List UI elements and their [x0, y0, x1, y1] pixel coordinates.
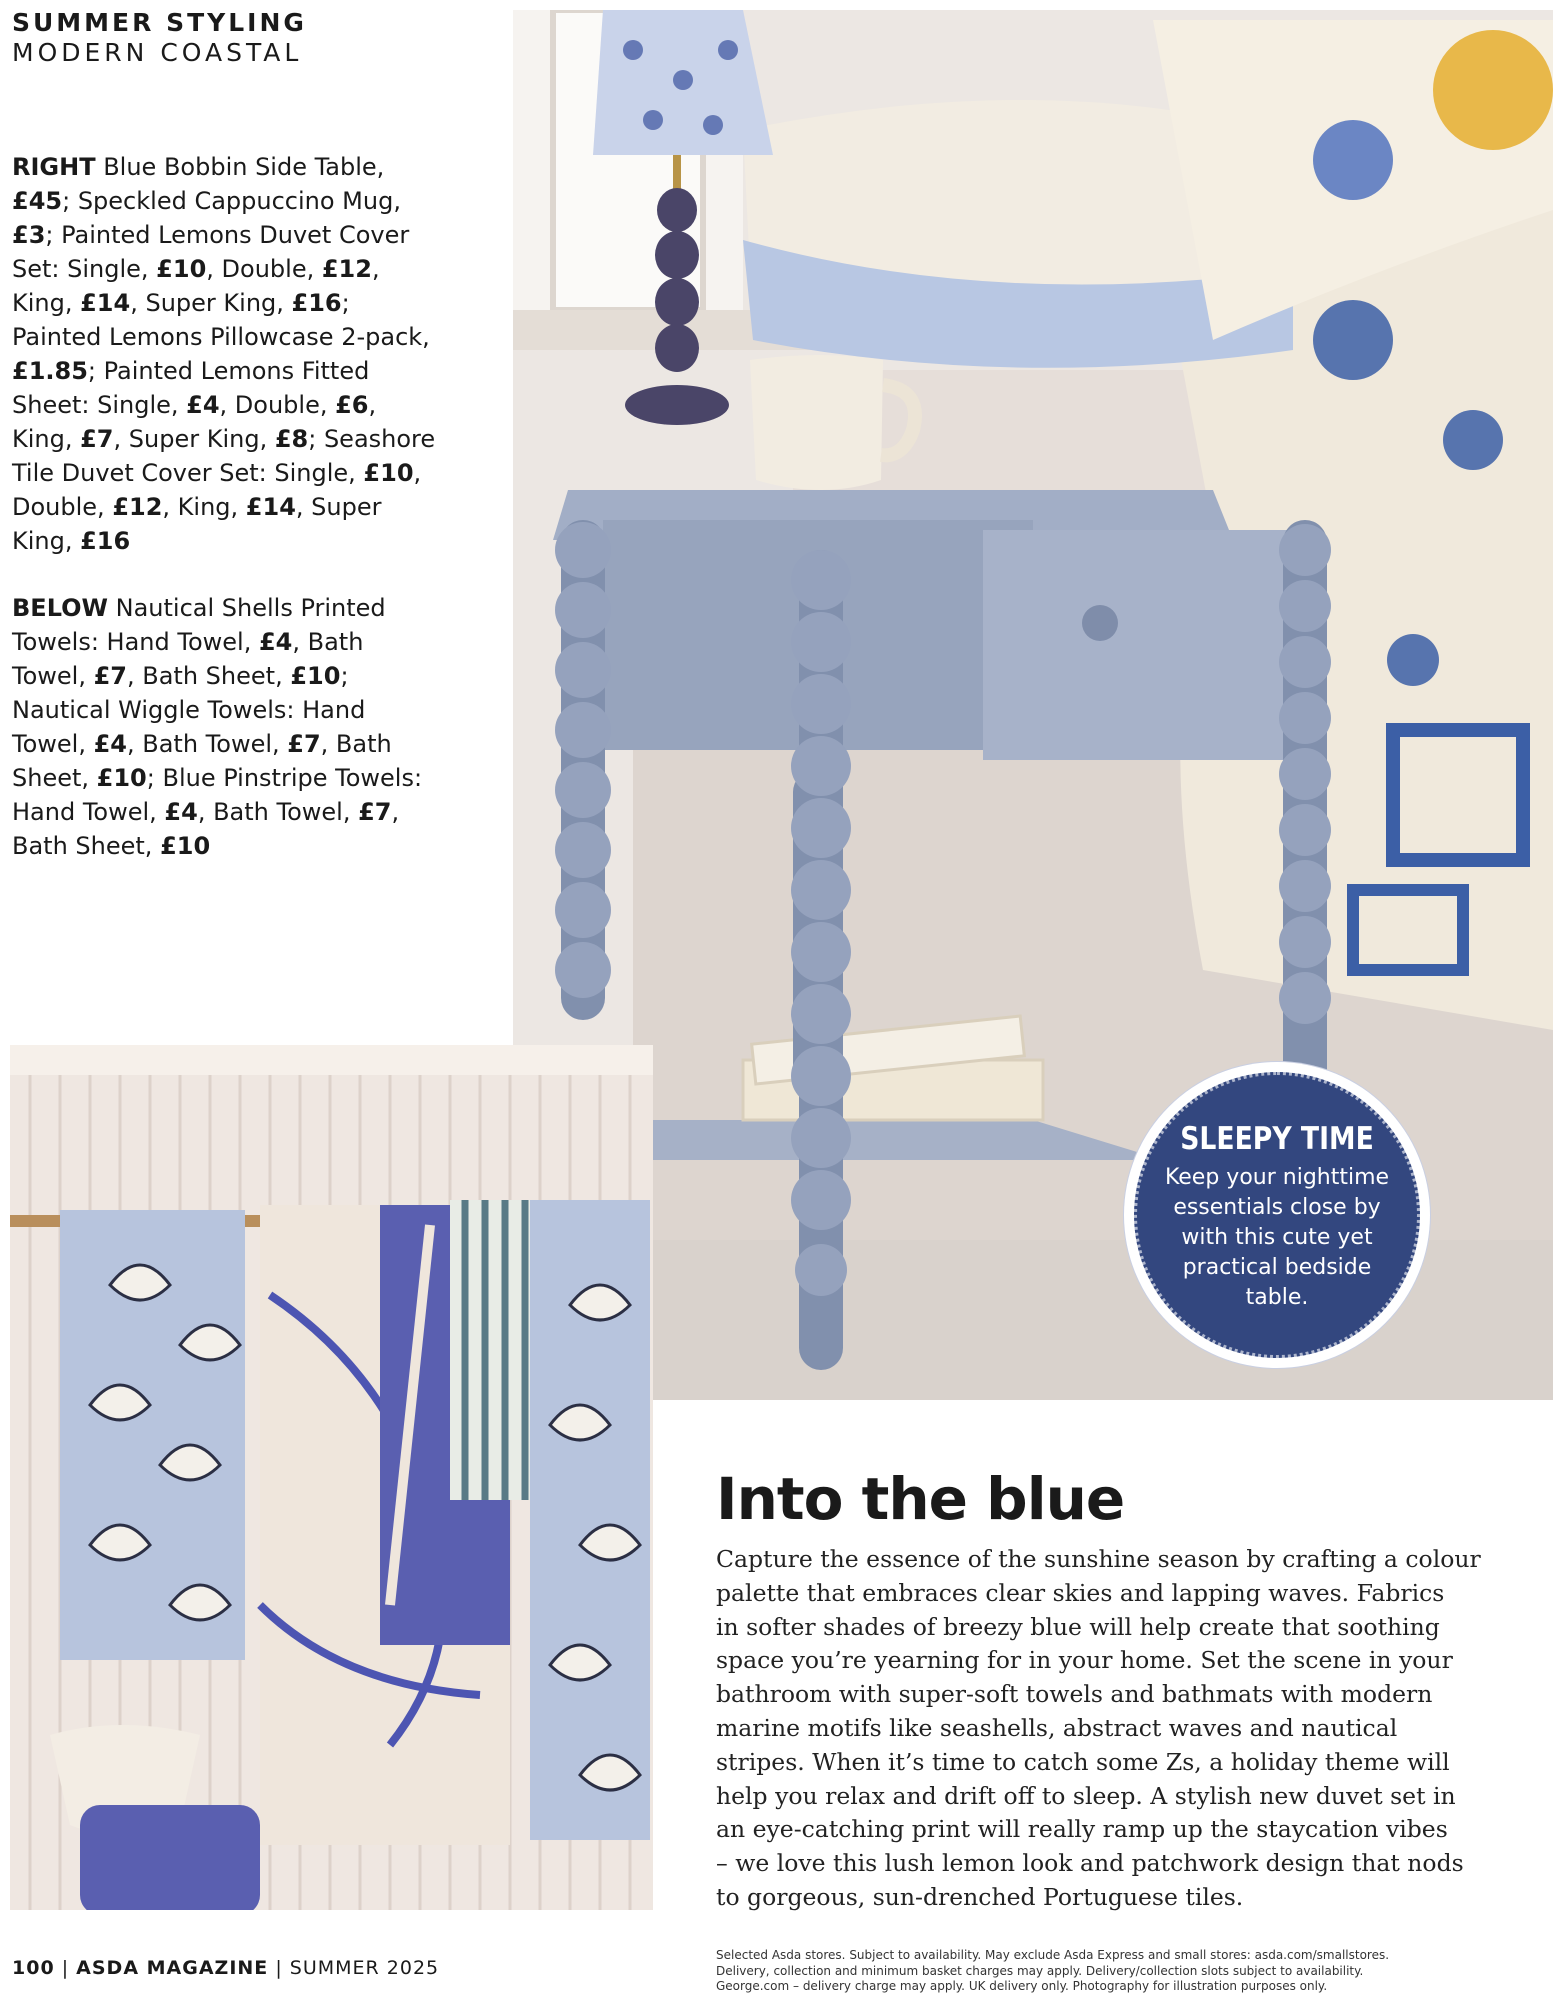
- badge-text: Keep your nighttime essentials close by with this cute yet practical bedside table.: [1164, 1165, 1390, 1310]
- price: £3: [12, 221, 46, 249]
- price: £4: [186, 391, 220, 419]
- page-folio: 100 | ASDA MAGAZINE | SUMMER 2025: [12, 1957, 440, 1979]
- caption-text: , Bath Sheet,: [12, 730, 392, 792]
- caption-below-text: [12, 594, 422, 860]
- badge-title: SLEEPY TIME: [1180, 1121, 1374, 1157]
- caption-text: Blue Bobbin Side Table,: [95, 153, 385, 181]
- article-body: [716, 1543, 1506, 1915]
- body-line: marine motifs like seashells, abstract waves and nautical: [716, 1713, 1398, 1742]
- caption-text: ; Painted Lemons Pillowcase 2-pack,: [12, 289, 430, 351]
- price: £16: [291, 289, 342, 317]
- sleepy-time-badge: [1124, 1062, 1430, 1368]
- body-line: Capture the essence of the sunshine season by crafting a colour: [716, 1545, 1481, 1573]
- article-headline: Into the blue: [716, 1465, 1125, 1533]
- issue-name: SUMMER 2025: [289, 1957, 440, 1979]
- caption-right-text: [12, 153, 435, 555]
- small-print-line: Selected Asda stores. Subject to availability. May exclude Asda Express and small stores: asda.com/smallstores.: [716, 1948, 1390, 1962]
- caption-text: , Bath Towel,: [197, 798, 359, 826]
- price: £4: [258, 628, 293, 656]
- price: £7: [93, 662, 127, 690]
- caption-text: , Bath Sheet,: [127, 662, 291, 690]
- caption-text: , King,: [12, 255, 380, 317]
- price: £10: [160, 832, 211, 860]
- small-print: [716, 1948, 1556, 1995]
- price: £10: [290, 662, 341, 690]
- caption-text: , Double,: [206, 255, 322, 283]
- towels-photo: [10, 1045, 653, 1910]
- price: £10: [363, 459, 414, 487]
- body-line: bathroom with super-soft towels and bathmats with modern: [716, 1680, 1433, 1709]
- section-subtitle: MODERN COASTAL: [12, 38, 303, 67]
- caption-text: , Double,: [219, 391, 336, 419]
- price: £4: [93, 730, 127, 758]
- price: £7: [358, 798, 392, 826]
- price: £8: [274, 425, 309, 453]
- body-line: – we love this lush lemon look and patchwork design that nods: [716, 1849, 1464, 1878]
- price: £16: [80, 527, 131, 555]
- caption-right-label: RIGHT: [12, 153, 96, 181]
- caption-text: ; Painted Lemons Duvet Cover Set: Single,: [12, 221, 410, 283]
- price: £14: [80, 289, 131, 317]
- caption-text: , Double,: [12, 459, 422, 521]
- caption-text: , King,: [162, 493, 246, 521]
- section-title: SUMMER STYLING: [12, 8, 307, 37]
- price: £7: [287, 730, 321, 758]
- price: £45: [12, 187, 63, 215]
- magazine-name: ASDA MAGAZINE: [76, 1957, 269, 1979]
- caption-text: ; Painted Lemons Fitted Sheet: Single,: [12, 357, 370, 419]
- caption-text: ; Nautical Wiggle Towels: Hand Towel,: [12, 662, 366, 758]
- price: £7: [80, 425, 114, 453]
- small-print-line: Delivery, collection and minimum basket charges may apply. Delivery/collection slots subject to availability.: [716, 1963, 1364, 1978]
- body-line: stripes. When it’s time to catch some Zs, a holiday theme will: [716, 1747, 1450, 1776]
- price: £14: [245, 493, 296, 521]
- caption-text: ; Seashore Tile Duvet Cover Set: Single,: [12, 425, 436, 487]
- caption-below: [12, 591, 442, 863]
- caption-text: , Bath Towel,: [12, 628, 364, 690]
- caption-below-label: BELOW: [12, 594, 108, 622]
- caption-text: , Super King,: [113, 425, 275, 453]
- badge-inner: [1134, 1072, 1420, 1358]
- caption-text: , Bath Towel,: [127, 730, 288, 758]
- price: £10: [96, 764, 147, 792]
- caption-text: , King,: [12, 391, 377, 453]
- price: £10: [156, 255, 207, 283]
- price: £1.85: [12, 357, 88, 385]
- price: £6: [335, 391, 369, 419]
- caption-text: , Super King,: [12, 493, 382, 555]
- small-print-line: George.com – delivery charge may apply. UK delivery only. Photography for illustration purposes only.: [716, 1979, 1328, 1993]
- caption-text: ; Blue Pinstripe Towels: Hand Towel,: [12, 764, 423, 826]
- body-line: in softer shades of breezy blue will help create that soothing: [716, 1612, 1440, 1641]
- body-line: to gorgeous, sun-drenched Portuguese tiles.: [716, 1882, 1244, 1911]
- body-line: palette that embraces clear skies and lapping waves. Fabrics: [716, 1578, 1445, 1607]
- page-number: 100: [12, 1957, 55, 1979]
- price: £4: [164, 798, 198, 826]
- caption-text: Nautical Shells Printed Towels: Hand Towel,: [12, 594, 386, 656]
- price: £12: [321, 255, 372, 283]
- caption-text: , Super King,: [130, 289, 292, 317]
- body-line: help you relax and drift off to sleep. A stylish new duvet set in: [716, 1781, 1456, 1810]
- price: £12: [112, 493, 163, 521]
- caption-text: , Bath Sheet,: [12, 798, 400, 860]
- body-line: an eye-catching print will really ramp up the staycation vibes: [716, 1815, 1448, 1844]
- caption-text: ; Speckled Cappuccino Mug,: [62, 187, 401, 215]
- body-line: space you’re yearning for in your home. Set the scene in your: [716, 1646, 1453, 1675]
- caption-right: [12, 150, 442, 558]
